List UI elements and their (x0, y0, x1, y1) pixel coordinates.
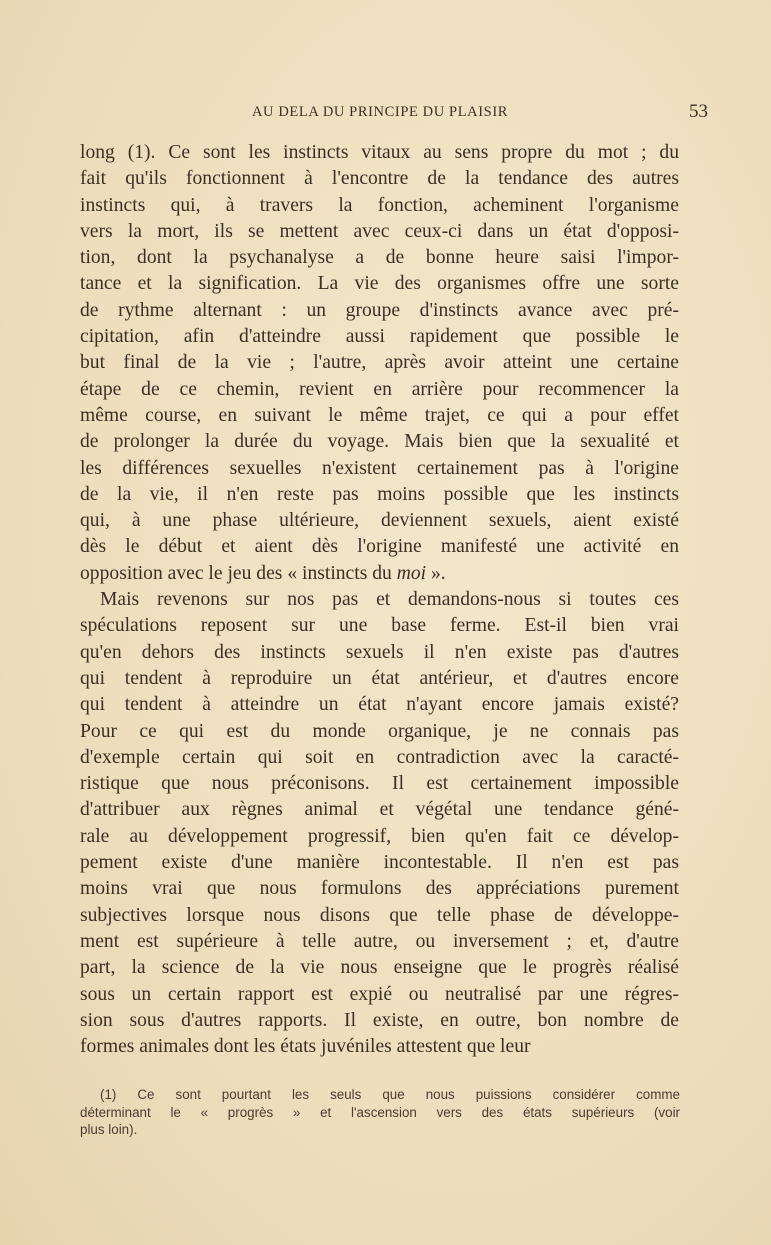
page-number: 53 (689, 101, 708, 122)
text-line: but final de la vie ; l'autre, après avoir atteint une certaine (80, 352, 679, 374)
footnote-line: (1) Ce sont pourtant les seuls que nous puissions considérer comme (100, 1087, 680, 1102)
text-line: part, la science de la vie nous enseigne que le progrès réalisé (80, 957, 679, 979)
text-line: pement existe d'une manière incontestable. Il n'en est pas (80, 852, 679, 874)
text-line: de rythme alternant : un groupe d'instincts avance avec pré- (80, 299, 679, 321)
text-line: tion, dont la psychanalyse a de bonne heure saisi l'impor- (80, 247, 679, 269)
text-line: formes animales dont les états juvéniles attestent que leur (80, 1036, 531, 1058)
text-line: fait qu'ils fonctionnent à l'encontre de la tendance des autres (80, 168, 679, 190)
text-line: vers la mort, ils se mettent avec ceux-ci dans un état d'opposi- (80, 220, 679, 242)
paragraph-1 (80, 140, 679, 561)
running-title: AU DELA DU PRINCIPE DU PLAISIR (251, 104, 509, 120)
page-header (80, 101, 708, 123)
footnote-line: plus loin). (80, 1122, 138, 1137)
italic-word: moi (396, 562, 427, 584)
text-line: sion sous d'autres rapports. Il existe, en outre, bon nombre de (80, 1009, 679, 1031)
text-line: rale au développement progressif, bien qu'en fait ce dévelop- (80, 825, 679, 847)
text-line: ment est supérieure à telle autre, ou inversement ; et, d'autre (80, 930, 679, 952)
text-line: instincts qui, à travers la fonction, acheminent l'organisme (80, 194, 679, 216)
text-line: de prolonger la durée du voyage. Mais bien que la sexualité et (80, 431, 679, 453)
text-line: qu'en dehors des instincts sexuels il n'en existe pas d'autres (80, 641, 679, 663)
text-line: Mais revenons sur nos pas et demandons-nous si toutes ces (100, 589, 679, 611)
text-line: qui tendent à atteindre un état n'ayant encore jamais existé? (80, 694, 679, 716)
text-span: opposition avec le jeu des « instincts du (80, 562, 397, 584)
text-line: ristique que nous préconisons. Il est certainement impossible (80, 773, 679, 795)
text-line: d'attribuer aux règnes animal et végétal une tendance géné- (80, 799, 679, 821)
text-line: qui, à une phase ultérieure, deviennent sexuels, aient existé (80, 510, 679, 532)
paragraph-2 (80, 587, 679, 1060)
text-line: long (1). Ce sont les instincts vitaux au sens propre du mot ; du (80, 142, 679, 163)
footnote-line: déterminant le « progrès » et l'ascension vers des états supérieurs (voir (80, 1104, 680, 1120)
text-line: moins vrai que nous formulons des appréciations purement (80, 878, 679, 900)
text-line: subjectives lorsque nous disons que telle phase de développe- (80, 904, 679, 926)
text-line: dès le début et aient dès l'origine manifesté une activité en (80, 536, 679, 558)
body-text (80, 140, 679, 1060)
text-line: qui tendent à reproduire un état antérieur, et d'autres encore (80, 667, 679, 689)
text-line: Pour ce qui est du monde organique, je ne connais pas (80, 720, 679, 742)
text-line: les différences sexuelles n'existent certainement pas à l'origine (80, 457, 679, 479)
text-line: spéculations reposent sur une base ferme. Est-il bien vrai (80, 615, 679, 637)
text-line: de la vie, il n'en reste pas moins possible que les instincts (80, 483, 679, 505)
text-line: même course, en suivant le même trajet, ce qui a pour effet (80, 404, 679, 426)
text-line: d'exemple certain qui soit en contradiction avec la caracté- (80, 746, 679, 768)
text-line: tance et la signification. La vie des organismes offre une sorte (80, 273, 679, 295)
footnote (80, 1086, 680, 1139)
text-line: étape de ce chemin, revient en arrière pour recommencer la (80, 378, 679, 400)
text-line: sous un certain rapport est expié ou neutralisé par une régres- (80, 983, 679, 1005)
text-line: cipitation, afin d'atteindre aussi rapidement que possible le (80, 326, 679, 348)
text-line (80, 561, 679, 587)
text-span: ». (426, 562, 446, 584)
